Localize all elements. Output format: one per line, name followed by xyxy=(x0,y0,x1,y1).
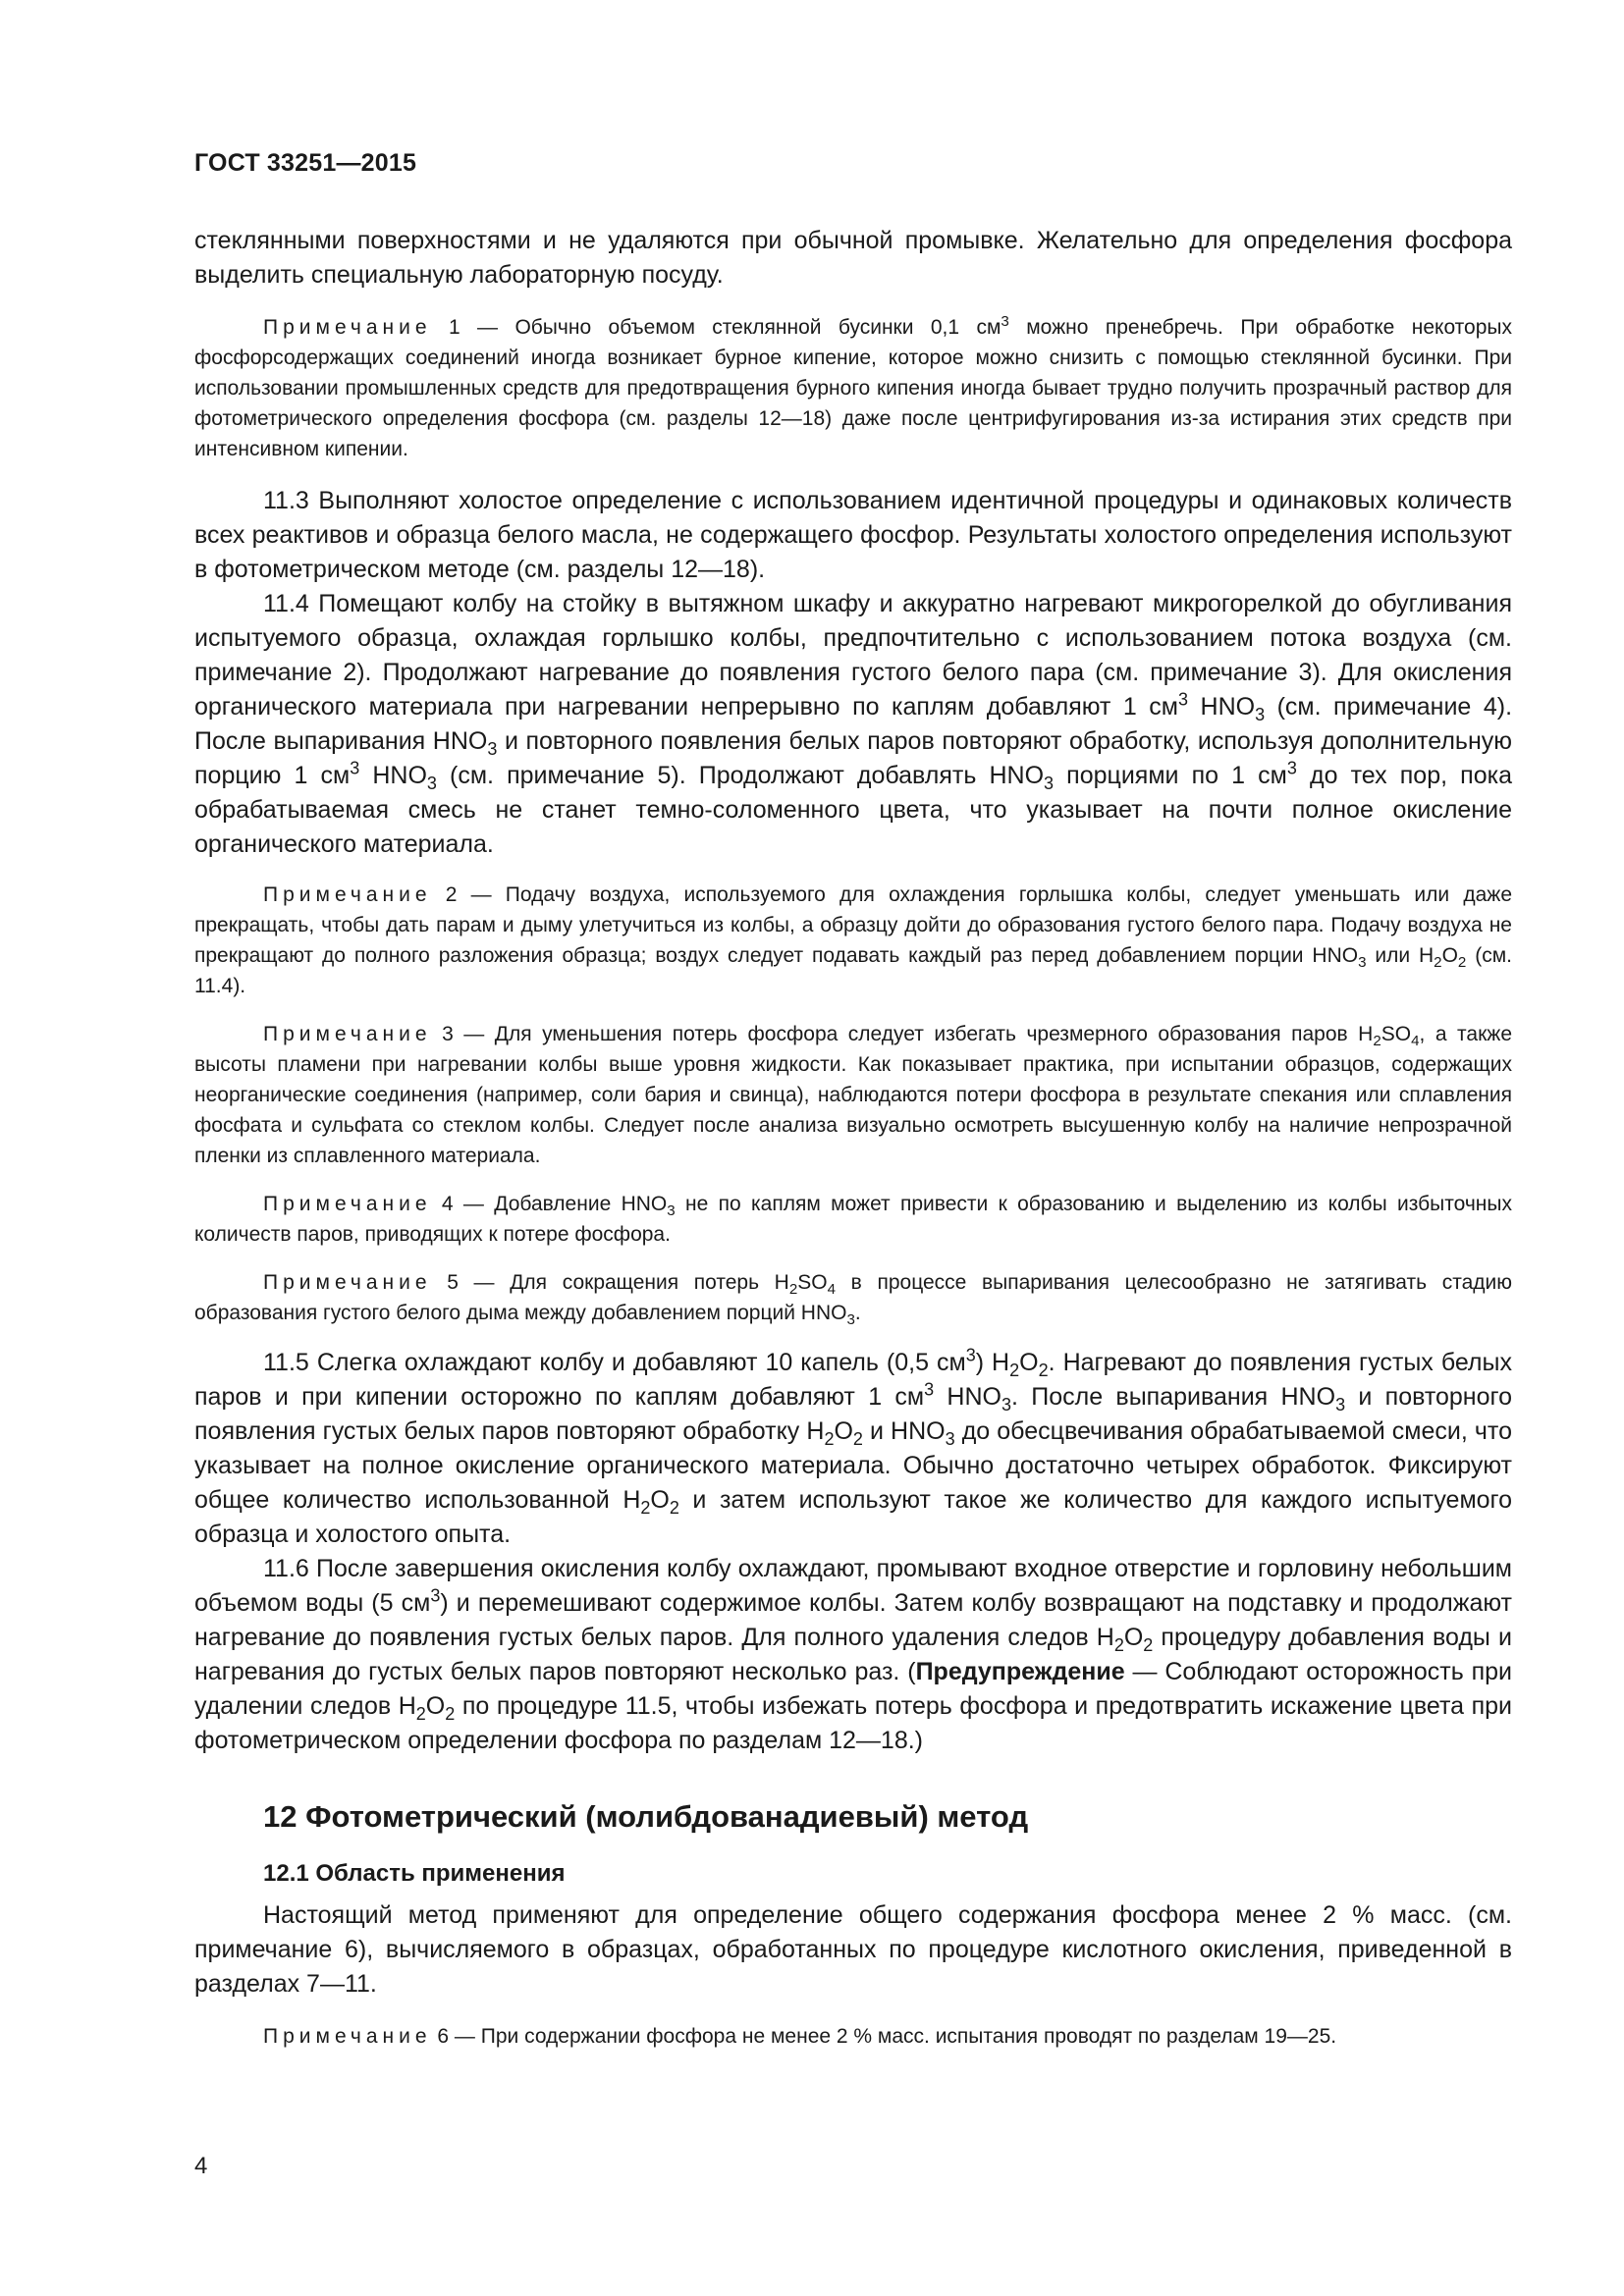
paragraph-11-5: 11.5 Слегка охлаждают колбу и добавляют 10 капель (0,5 $см^3$) $H_2O_2$. Нагревают до появления густых белых паров и при кипении осторожно по каплям добавляют 1 $см^3$ $HNO_3$. После выпаривания $HNO_3$ и повторного появления густых белых паров повторяют обработку $H_2O_2$ и $HNO_3$ до обесцвечивания обрабатываемой смеси, что указывает на полное окисление органического материала. Обычно достаточно четырех обработок. Фиксируют общее количество использованной $H_2O_2$ и затем используют такое же количество для каждого испытуемого образца и холостого опыта. xyxy=(194,1345,1513,1548)
note-label: Примечание xyxy=(263,883,432,906)
note-label: Примечание xyxy=(263,1193,432,1215)
document-header: ГОСТ 33251—2015 xyxy=(194,149,417,177)
paragraph-11-3: 11.3 Выполняют холостое определение с использованием идентичной процедуры и одинаковых количеств всех реактивов и образца белого масла, не содержащего фосфор. Результаты холостого определения используют в фотометрическом методе (см. разделы 12—18). xyxy=(194,487,1512,583)
note-4: Примечание 4 — Добавление $HNO_3$ не по каплям может привести к образованию и выделению из колбы избыточных количеств паров, приводящих к потере фосфора. xyxy=(194,1193,1512,1246)
note-5: Примечание 5 — Для сокращения потерь $H_2SO_4$ в процессе выпаривания целесообразно не затягивать стадию образования густого белого дыма между добавлением порций $HNO_3$. xyxy=(194,1271,1512,1329)
note-label: Примечание xyxy=(263,1023,432,1045)
note-label: Примечание xyxy=(263,2025,432,2048)
note-6: Примечание 6 — При содержании фосфора не менее 2 % масс. испытания проводят по разделам 19—25. xyxy=(263,2025,1337,2048)
note-label: Примечание xyxy=(263,1271,432,1294)
note-label: Примечание xyxy=(263,316,432,339)
paragraph-11-6: 11.6 После завершения окисления колбу охлаждают, промывают входное отверстие и горловину небольшим объемом воды (5 $см^3$) и перемешивают содержимое колбы. Затем колбу возвращают на подставку и продолжают нагревание до появления густых белых паров. Для полного удаления следов $H_2O_2$ процедуру добавления воды и нагревания до густых белых паров повторяют несколько раз. (Предупреждение — Соблюдают осторожность при удалении следов $H_2O_2$ по процедуре 11.5, чтобы избежать потерь фосфора и предотвратить искажение цвета при фотометрическом определении фосфора по разделам 12—18.) xyxy=(194,1555,1512,1754)
warning-label: Предупреждение xyxy=(915,1658,1125,1685)
continued-paragraph: стеклянными поверхностями и не удаляются при обычной промывке. Желательно для определения фосфора выделить специальную лабораторную посуду. xyxy=(194,227,1512,289)
note-2: Примечание 2 — Подачу воздуха, используемого для охлаждения горлышка колбы, следует уменьшать или даже прекращать, чтобы дать парам и дыму улетучиться из колбы, а образцу дойти до образования густого белого пара. Подачу воздуха не прекращают до полного разложения образца; воздух следует подавать каждый раз перед добавлением порции $HNO_3$ или $H_2O_2$ (см. 11.4). xyxy=(194,883,1512,997)
note-3: Примечание 3 — Для уменьшения потерь фосфора следует избегать чрезмерного образования паров $H_2SO_4$, а также высоты пламени при нагревании колбы выше уровня жидкости. Как показывает практика, при испытании образцов, содержащих неорганические соединения (например, соли бария и свинца), наблюдаются потери фосфора в результате спекания или сплавления фосфата и сульфата со стеклом колбы. Следует после анализа визуально осмотреть высушенную колбу на наличие непрозрачной пленки из сплавленного материала. xyxy=(194,1023,1512,1167)
subsection-heading: 12.1 Область применения xyxy=(263,1860,566,1887)
note-1: Примечание 1 — Обычно объемом стеклянной бусинки 0,1 $см^3$ можно пренебречь. При обработке некоторых фосфорсодержащих соединений иногда возникает бурное кипение, которое можно снизить с помощью стеклянной бусинки. При использовании промышленных средств для предотвращения бурного кипения иногда бывает трудно получить прозрачный раствор для фотометрического определения фосфора (см. разделы 12—18) даже после центрифугирования из-за истирания этих средств при интенсивном кипении. xyxy=(194,313,1512,460)
paragraph-12-1: Настоящий метод применяют для определение общего содержания фосфора менее 2 % масс. (см. примечание 6), вычисляемого в образцах, обработанных по процедуре кислотного окисления, приведенной в разделах 7—11. xyxy=(194,1901,1512,1998)
document-body xyxy=(194,224,1512,2052)
section-heading: 12 Фотометрический (молибдованадиевый) метод xyxy=(263,1799,1029,1834)
page-number: 4 xyxy=(194,2153,208,2179)
paragraph-11-4: 11.4 Помещают колбу на стойку в вытяжном шкафу и аккуратно нагревают микрогорелкой до обугливания испытуемого образца, охлаждая горлышко колбы, предпочтительно с использованием потока воздуха (см. примечание 2). Продолжают нагревание до появления густого белого пара (см. примечание 3). Для окисления органического материала при нагревании непрерывно по каплям добавляют 1 $см^3$ $HNO_3$ (см. примечание 4). После выпаривания $HNO_3$ и повторного появления белых паров повторяют обработку, используя дополнительную порцию 1 $см^3$ $HNO_3$ (см. примечание 5). Продолжают добавлять $HNO_3$ порциями по 1 $см^3$ до тех пор, пока обрабатываемая смесь не станет темно-соломенного цвета, что указывает на почти полное окисление органического материала. xyxy=(194,590,1513,858)
